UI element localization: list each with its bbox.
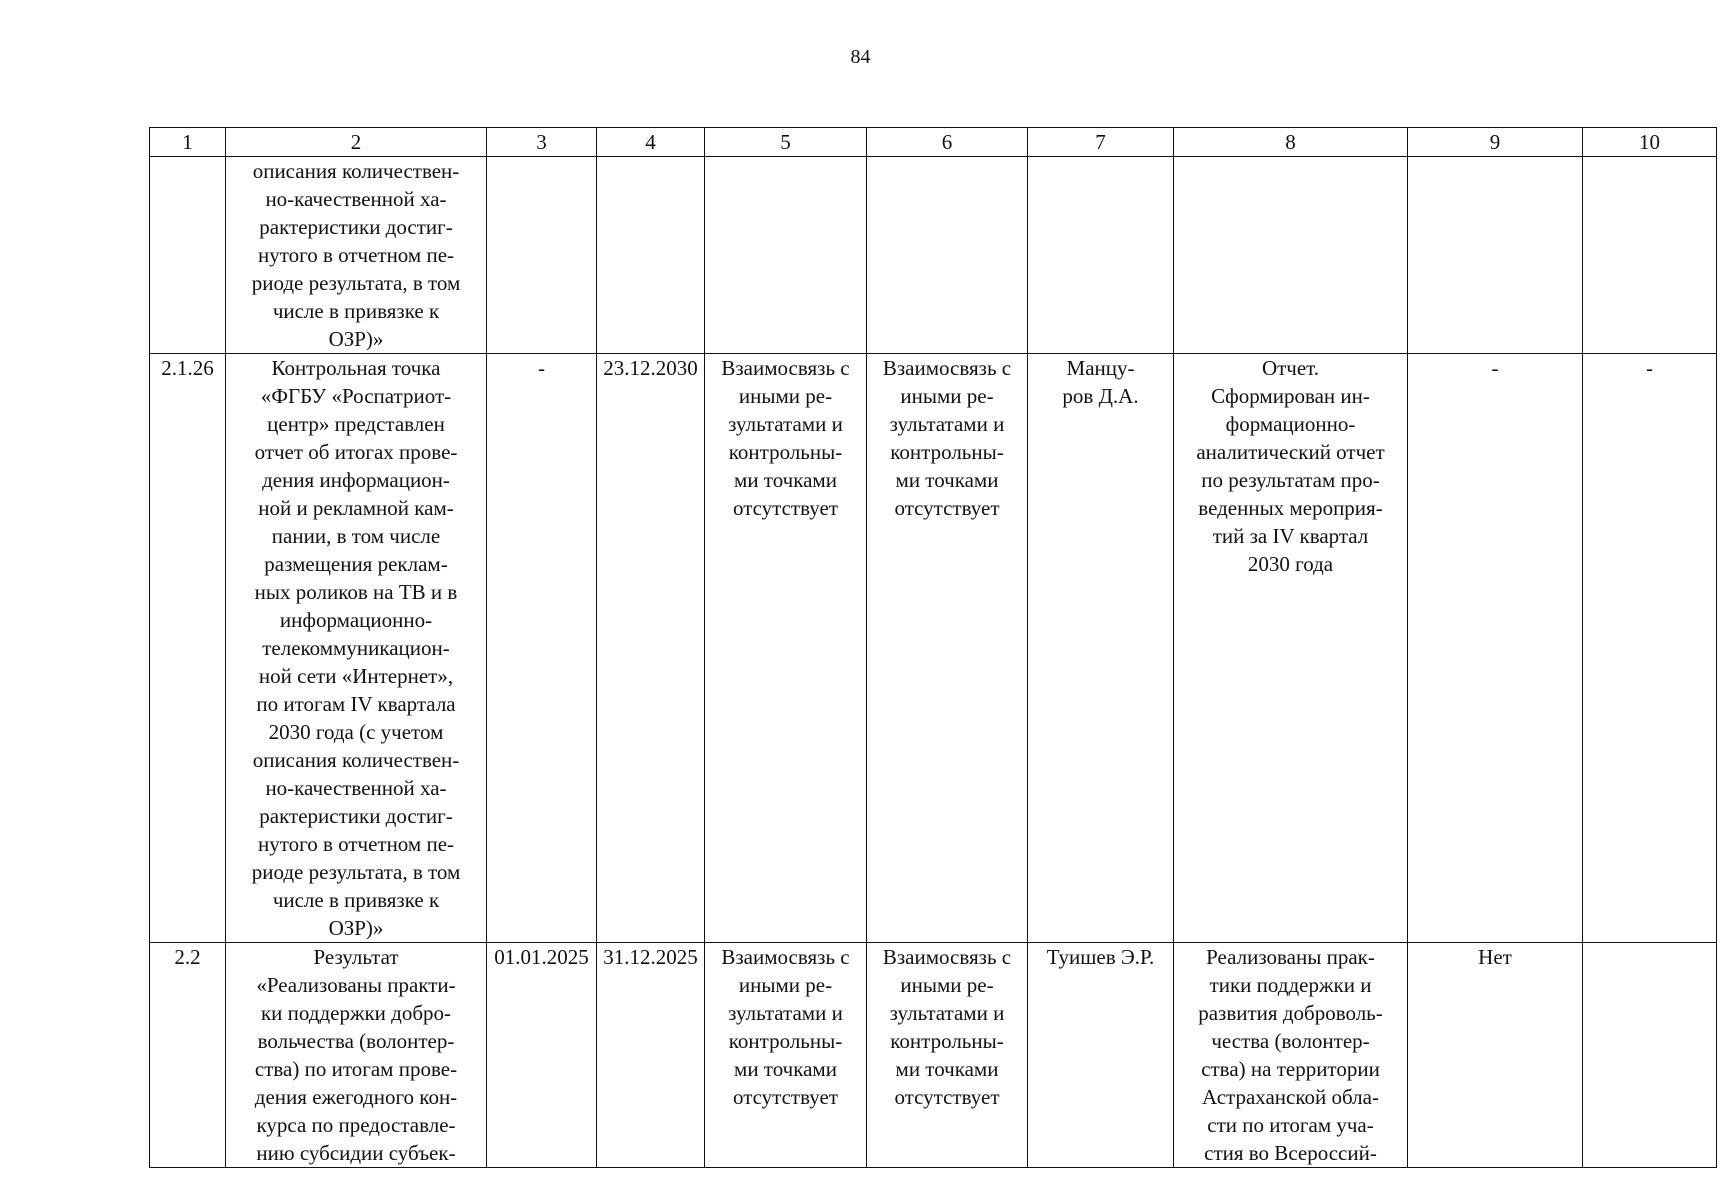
text-line: Контрольная точка bbox=[271, 356, 441, 380]
text-line: числе в привязке к bbox=[272, 888, 440, 912]
text-line: 2030 года (с учетом bbox=[268, 720, 444, 744]
text-line: отчет об итогах прове- bbox=[254, 440, 458, 464]
text-line: отсутствует bbox=[732, 496, 839, 520]
text-line: зультатами и bbox=[728, 1001, 843, 1025]
header-cell: 6 bbox=[867, 128, 1028, 157]
text-line: зультатами и bbox=[889, 412, 1005, 436]
text-line: отсутствует bbox=[894, 1085, 1000, 1109]
cell-number: 2.2 bbox=[150, 943, 226, 1168]
cell-result-description bbox=[1174, 157, 1408, 354]
text-line: Взаимосвязь с bbox=[721, 945, 850, 969]
text-line: центр» представлен bbox=[267, 412, 445, 436]
cell-start-date bbox=[487, 157, 597, 354]
results-table bbox=[149, 127, 1717, 1168]
cell-linkage bbox=[705, 943, 867, 1168]
text-line: иными ре- bbox=[900, 973, 994, 997]
text-line: Взаимосвязь с bbox=[882, 356, 1012, 380]
text-line: нию субсидии субъек- bbox=[256, 1141, 456, 1165]
text-line: описания количествен- bbox=[252, 748, 460, 772]
text-line: Манцу- bbox=[1066, 356, 1135, 380]
text-line: пании, в том числе bbox=[271, 524, 441, 548]
text-line: развития доброволь- bbox=[1198, 1001, 1383, 1025]
text-line: риоде результата, в том bbox=[251, 271, 461, 295]
text-line: рактеристики достиг- bbox=[259, 215, 453, 239]
cell-linkage bbox=[705, 157, 867, 354]
cell-col10: - bbox=[1583, 354, 1717, 943]
text-line: размещения реклам- bbox=[264, 552, 448, 576]
text-line: Взаимосвязь с bbox=[721, 356, 850, 380]
text-line: дения ежегодного кон- bbox=[254, 1085, 458, 1109]
cell-number bbox=[150, 157, 226, 354]
table-row-2-2 bbox=[150, 943, 1717, 1168]
text-line: по результатам про- bbox=[1201, 468, 1380, 492]
text-line: «Реализованы практи- bbox=[256, 973, 456, 997]
text-line: нутого в отчетном пе- bbox=[257, 243, 455, 267]
cell-end-date: 23.12.2030 bbox=[597, 354, 705, 943]
text-line: курса по предоставле- bbox=[256, 1113, 456, 1137]
header-cell: 1 bbox=[150, 128, 226, 157]
text-line: риоде результата, в том bbox=[251, 860, 461, 884]
text-line: ОЗР)» bbox=[328, 916, 384, 940]
text-line: формационно- bbox=[1225, 412, 1356, 436]
text-line: отсутствует bbox=[894, 496, 1000, 520]
text-line: тики поддержки и bbox=[1209, 973, 1372, 997]
cell-number: 2.1.26 bbox=[150, 354, 226, 943]
text-line: 2030 года bbox=[1247, 552, 1334, 576]
text-line: ной сети «Интернет», bbox=[258, 664, 454, 688]
cell-col10 bbox=[1583, 157, 1717, 354]
text-line: контрольны- bbox=[890, 440, 1004, 464]
text-line: информационно- bbox=[279, 608, 433, 632]
text-line: Реализованы прак- bbox=[1206, 945, 1375, 969]
text-line: иными ре- bbox=[738, 973, 833, 997]
text-line: «ФГБУ «Роспатриот- bbox=[260, 384, 452, 408]
text-line: но-качественной ха- bbox=[265, 187, 447, 211]
text-line: Результат bbox=[313, 945, 399, 969]
text-line: иными ре- bbox=[900, 384, 994, 408]
text-line: нутого в отчетном пе- bbox=[257, 832, 455, 856]
text-line: зультатами и bbox=[728, 412, 843, 436]
header-cell: 4 bbox=[597, 128, 705, 157]
cell-end-date: 31.12.2025 bbox=[597, 943, 705, 1168]
text-line: ки поддержки добро- bbox=[260, 1001, 452, 1025]
text-line: описания количествен- bbox=[252, 159, 460, 183]
text-line: ров Д.А. bbox=[1062, 384, 1139, 408]
text-line: контрольны- bbox=[728, 440, 843, 464]
cell-description bbox=[226, 157, 487, 354]
text-line: зультатами и bbox=[889, 1001, 1005, 1025]
text-line: ОЗР)» bbox=[328, 327, 384, 351]
text-line: Астраханской обла- bbox=[1202, 1085, 1379, 1109]
text-line: телекоммуникацион- bbox=[262, 636, 450, 660]
cell-start-date: - bbox=[487, 354, 597, 943]
text-line: стия во Всероссий- bbox=[1204, 1141, 1377, 1165]
text-line: отсутствует bbox=[732, 1085, 839, 1109]
header-cell: 7 bbox=[1028, 128, 1174, 157]
cell-col10 bbox=[1583, 943, 1717, 1168]
text-line: Отчет. bbox=[1261, 356, 1320, 380]
table-header-row bbox=[150, 128, 1717, 157]
text-line: числе в привязке к bbox=[272, 299, 440, 323]
text-line: тий за IV квартал bbox=[1212, 524, 1369, 548]
text-line: сти по итогам уча- bbox=[1207, 1113, 1374, 1137]
header-cell: 2 bbox=[226, 128, 487, 157]
text-line: дения информацион- bbox=[262, 468, 450, 492]
text-line: аналитический отчет bbox=[1196, 440, 1385, 464]
cell-responsible bbox=[1028, 354, 1174, 943]
text-line: ства) на территории bbox=[1201, 1057, 1380, 1081]
cell-linkage-2 bbox=[867, 354, 1028, 943]
text-line: ства) по итогам прове- bbox=[254, 1057, 458, 1081]
header-cell: 5 bbox=[705, 128, 867, 157]
header-cell: 3 bbox=[487, 128, 597, 157]
text-line: но-качественной ха- bbox=[265, 776, 447, 800]
header-cell: 10 bbox=[1583, 128, 1717, 157]
text-line: ми точками bbox=[895, 1057, 999, 1081]
cell-result-description bbox=[1174, 354, 1408, 943]
table-row-continuation bbox=[150, 157, 1717, 354]
text-line: ных роликов на ТВ и в bbox=[254, 580, 458, 604]
header-cell: 9 bbox=[1408, 128, 1583, 157]
cell-end-date bbox=[597, 157, 705, 354]
header-cell: 8 bbox=[1174, 128, 1408, 157]
text-line: контрольны- bbox=[890, 1029, 1004, 1053]
text-line: чества (волонтер- bbox=[1211, 1029, 1370, 1053]
cell-linkage-2 bbox=[867, 157, 1028, 354]
cell-responsible: Туишев Э.Р. bbox=[1028, 943, 1174, 1168]
cell-col9: - bbox=[1408, 354, 1583, 943]
text-line: иными ре- bbox=[738, 384, 833, 408]
cell-linkage-2 bbox=[867, 943, 1028, 1168]
text-line: ми точками bbox=[895, 468, 999, 492]
text-line: ми точками bbox=[734, 468, 837, 492]
page-number: 84 bbox=[850, 46, 871, 68]
table-row-2-1-26 bbox=[150, 354, 1717, 943]
text-line: ми точками bbox=[734, 1057, 837, 1081]
text-line: Взаимосвязь с bbox=[882, 945, 1012, 969]
cell-result-description bbox=[1174, 943, 1408, 1168]
text-line: рактеристики достиг- bbox=[259, 804, 453, 828]
text-line: ной и рекламной кам- bbox=[258, 496, 454, 520]
cell-description bbox=[226, 354, 487, 943]
cell-col9: Нет bbox=[1408, 943, 1583, 1168]
cell-responsible bbox=[1028, 157, 1174, 354]
text-line: контрольны- bbox=[728, 1029, 843, 1053]
cell-linkage bbox=[705, 354, 867, 943]
text-line: вольчества (волонтер- bbox=[257, 1029, 455, 1053]
cell-col9 bbox=[1408, 157, 1583, 354]
cell-description bbox=[226, 943, 487, 1168]
text-line: веденных мероприя- bbox=[1198, 496, 1383, 520]
text-line: по итогам IV квартала bbox=[256, 692, 456, 716]
text-line: Сформирован ин- bbox=[1211, 384, 1370, 408]
cell-start-date: 01.01.2025 bbox=[487, 943, 597, 1168]
